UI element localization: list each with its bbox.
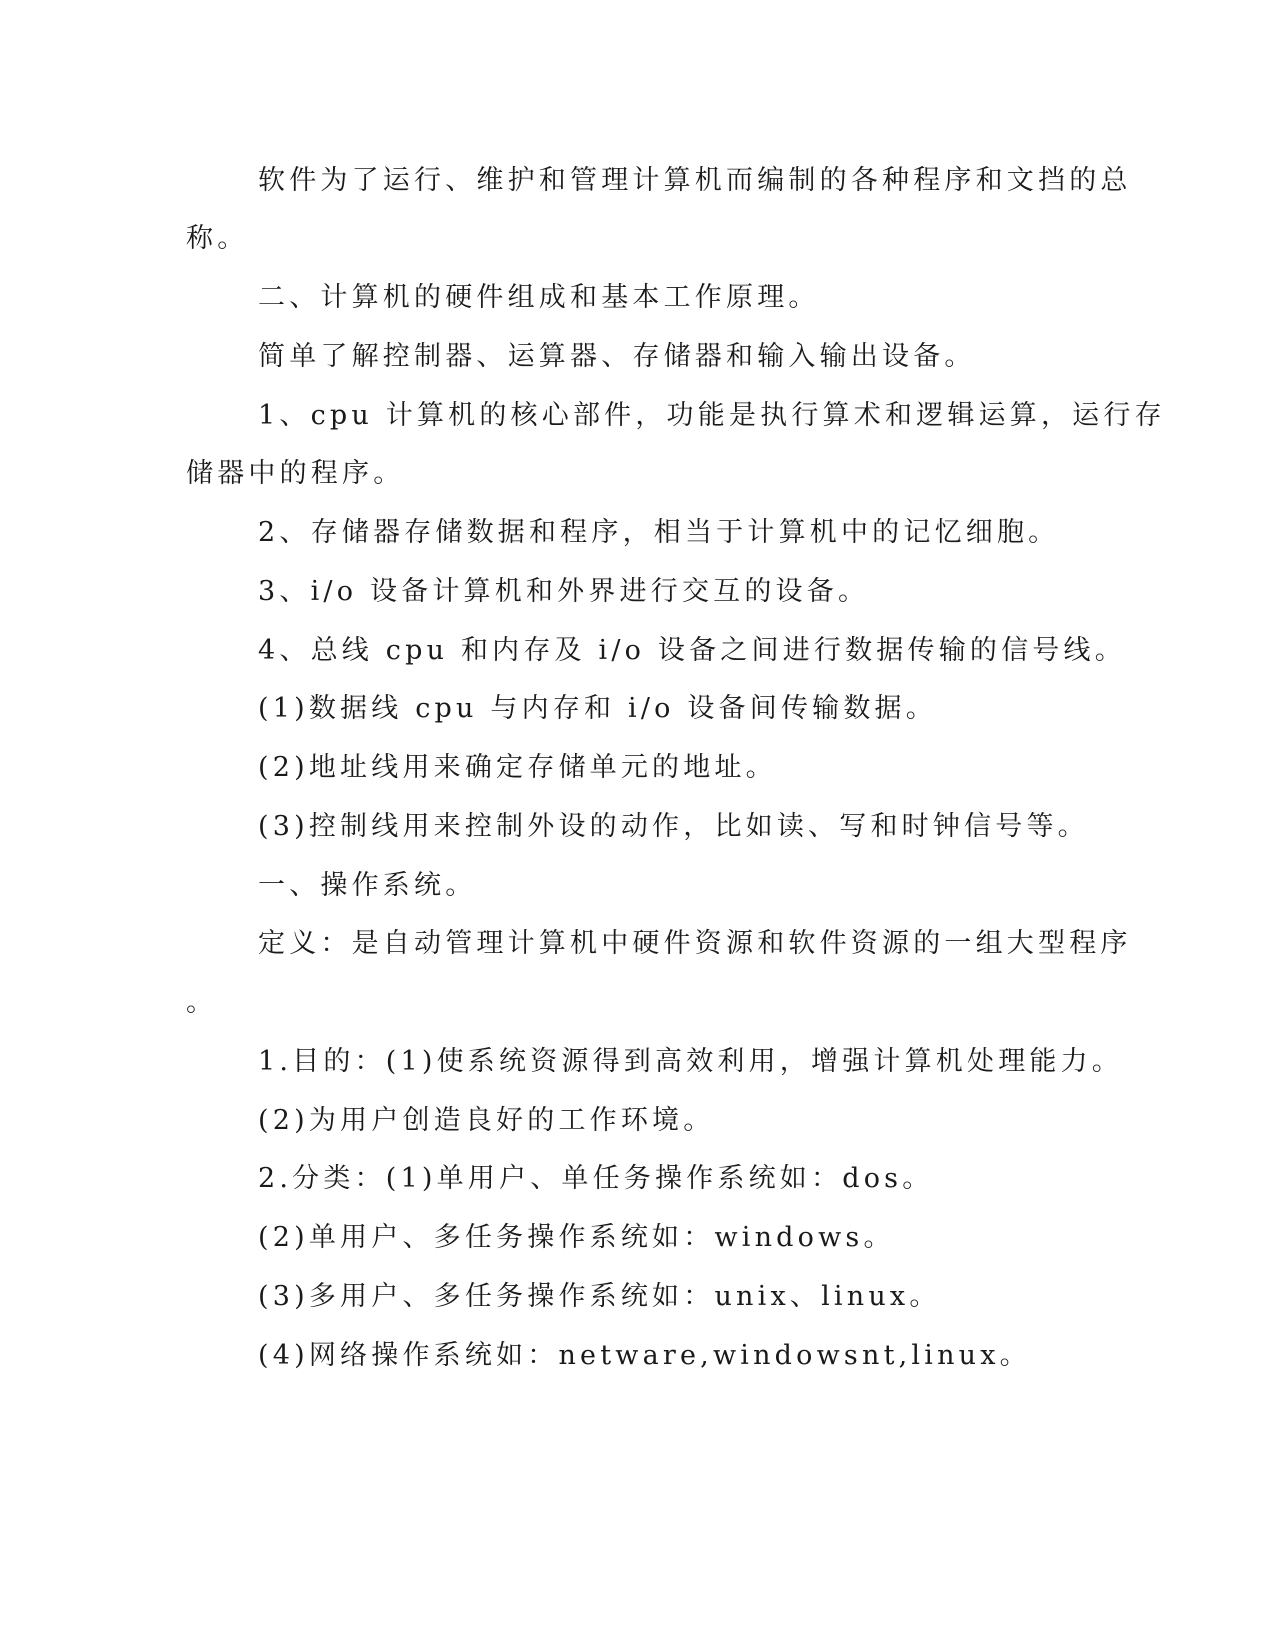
list-item: (1)数据线 cpu 与内存和 i/o 设备间传输数据。 xyxy=(258,693,937,724)
paragraph-line: 软件为了运行、维护和管理计算机而编制的各种程序和文挡的总 xyxy=(258,165,1132,196)
list-item: 2.分类：(1)单用户、单任务操作系统如：dos。 xyxy=(258,1163,934,1194)
list-item: 4、总线 cpu 和内存及 i/o 设备之间进行数据传输的信号线。 xyxy=(258,635,1126,666)
list-item: (4)网络操作系统如：netware,windowsnt,linux。 xyxy=(258,1340,1031,1371)
list-item: 3、i/o 设备计算机和外界进行交互的设备。 xyxy=(258,576,870,607)
list-item: (2)单用户、多任务操作系统如：windows。 xyxy=(258,1222,895,1253)
list-item: (3)多用户、多任务操作系统如：unix、linux。 xyxy=(258,1281,941,1312)
list-item: (2)为用户创造良好的工作环境。 xyxy=(258,1105,715,1136)
list-item: 1.目的：(1)使系统资源得到高效利用，增强计算机处理能力。 xyxy=(258,1046,1124,1077)
list-item: 2、存储器存储数据和程序，相当于计算机中的记忆细胞。 xyxy=(258,517,1060,548)
paragraph-line: 简单了解控制器、运算器、存储器和输入输出设备。 xyxy=(258,341,976,372)
paragraph-line: 称。 xyxy=(186,223,249,254)
paragraph-line: 。 xyxy=(186,987,218,1018)
section-heading: 一、操作系统。 xyxy=(258,870,477,901)
section-heading: 二、计算机的硬件组成和基本工作原理。 xyxy=(258,282,820,313)
paragraph-line: 定义：是自动管理计算机中硬件资源和软件资源的一组大型程序 xyxy=(258,928,1132,959)
list-item: (2)地址线用来确定存储单元的地址。 xyxy=(258,752,777,783)
list-item: 1、cpu 计算机的核心部件，功能是执行算术和逻辑运算，运行存 xyxy=(258,400,1166,431)
list-item: (3)控制线用来控制外设的动作，比如读、写和时钟信号等。 xyxy=(258,811,1089,842)
paragraph-line: 储器中的程序。 xyxy=(186,458,405,489)
